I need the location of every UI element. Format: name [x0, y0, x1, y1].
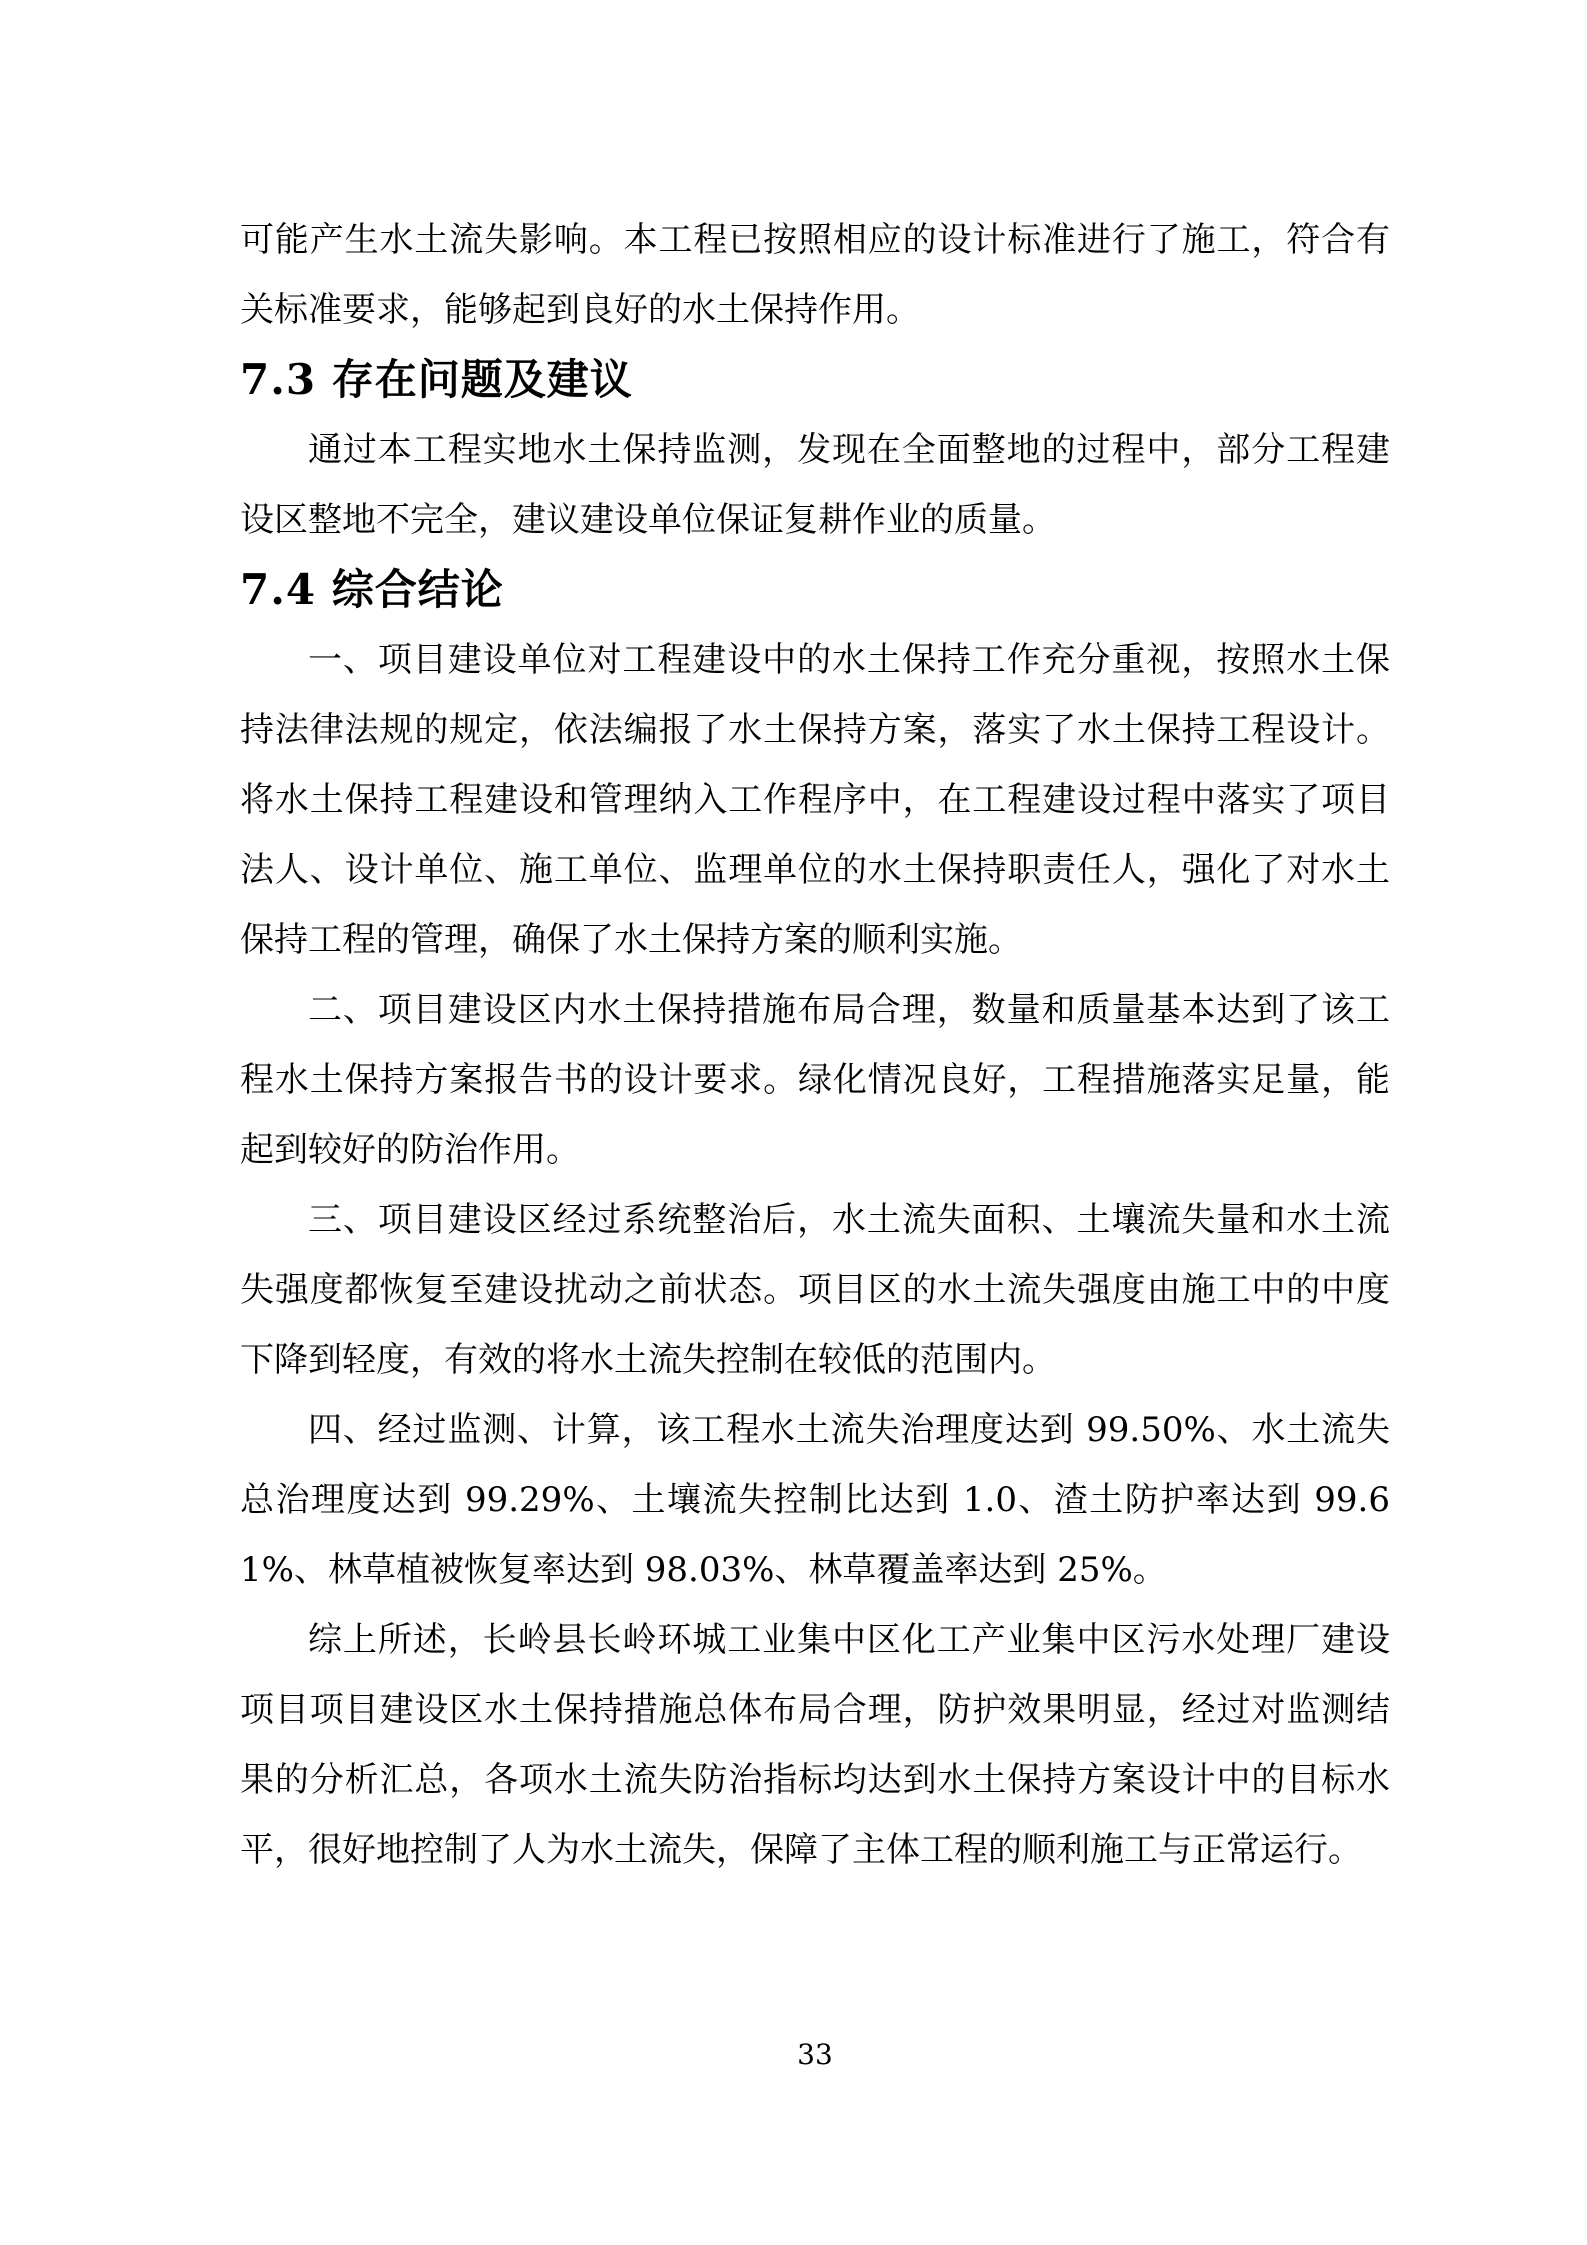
paragraph-section-7-3: 通过本工程实地水土保持监测，发现在全面整地的过程中，部分工程建设区整地不完全，建议建设单位保证复耕作业的质量。 [240, 430, 1390, 540]
section-heading-7-4: 7.4 综合结论 [240, 565, 504, 614]
paragraph-conclusion-2: 二、项目建设区内水土保持措施布局合理，数量和质量基本达到了该工程水土保持方案报告书的设计要求。绿化情况良好，工程措施落实足量，能起到较好的防治作用。 [240, 990, 1390, 1170]
page-content [240, 205, 1390, 1885]
section-heading-7-3: 7.3 存在问题及建议 [240, 355, 633, 404]
paragraph-continuation: 可能产生水土流失影响。本工程已按照相应的设计标准进行了施工，符合有关标准要求，能够起到良好的水土保持作用。 [240, 220, 1390, 330]
paragraph-conclusion-4: 四、经过监测、计算，该工程水土流失治理度达到 99.50%、水土流失总治理度达到 99.29%、土壤流失控制比达到 1.0、渣土防护率达到 99.61%、林草植被恢复率达到 98.03%、林草覆盖率达到 25%。 [240, 1410, 1390, 1590]
paragraph-conclusion-3: 三、项目建设区经过系统整治后，水土流失面积、土壤流失量和水土流失强度都恢复至建设扰动之前状态。项目区的水土流失强度由施工中的中度下降到轻度，有效的将水土流失控制在较低的范围内。 [240, 1200, 1390, 1380]
page-number: 33 [797, 2038, 833, 2071]
paragraph-conclusion-5: 综上所述，长岭县长岭环城工业集中区化工产业集中区污水处理厂建设项目项目建设区水土保持措施总体布局合理，防护效果明显，经过对监测结果的分析汇总，各项水土流失防治指标均达到水土保持方案设计中的目标水平，很好地控制了人为水土流失，保障了主体工程的顺利施工与正常运行。 [240, 1620, 1390, 1870]
paragraph-conclusion-1: 一、项目建设单位对工程建设中的水土保持工作充分重视，按照水土保持法律法规的规定，依法编报了水土保持方案，落实了水土保持工程设计。将水土保持工程建设和管理纳入工作程序中，在工程建设过程中落实了项目法人、设计单位、施工单位、监理单位的水土保持职责任人，强化了对水土保持工程的管理，确保了水土保持方案的顺利实施。 [240, 640, 1390, 960]
